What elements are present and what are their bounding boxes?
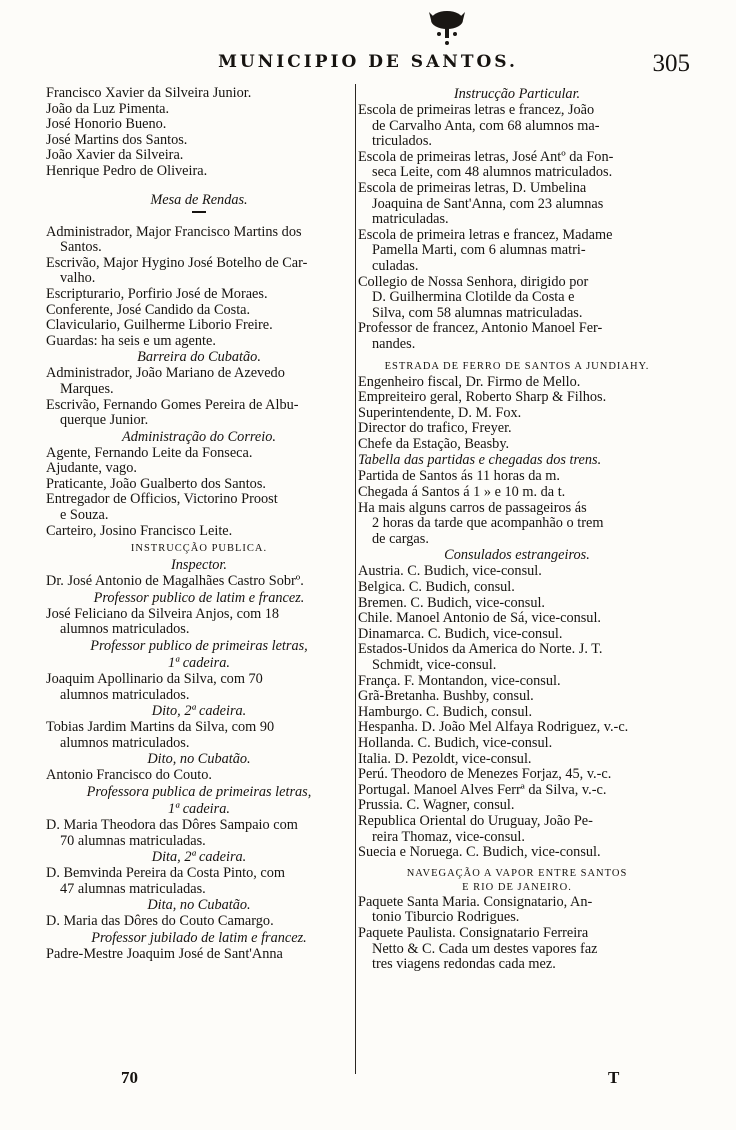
entry-line: Escola de primeiras letras, José Antº da Fon-	[358, 148, 614, 165]
entry-line: Carteiro, Josino Francisco Leite.	[46, 522, 233, 539]
footer-signature-right: T	[608, 1068, 620, 1087]
entry-line: culadas.	[372, 257, 419, 274]
entry-line: Netto & C. Cada um destes vapores faz	[372, 940, 598, 957]
entry-line: Partida de Santos ás 11 horas da m.	[358, 468, 560, 485]
entry-line: Escola de primeiras letras e francez, João	[358, 102, 595, 118]
entry-line: triculados.	[372, 133, 432, 150]
entry-line: Santos.	[60, 239, 102, 256]
entry-line: alumnos matriculados.	[60, 734, 190, 751]
section-heading: Professor jubilado de latim e francez.	[91, 929, 307, 946]
entry-line: 2 horas da tarde que acompanhão o trem	[372, 515, 604, 532]
entry-line: Chegada á Santos á 1 » e 10 m. da t.	[358, 484, 566, 501]
entry-line: Paquete Paulista. Consignatario Ferreira	[358, 924, 589, 941]
section-heading: NAVEGAÇÃO A VAPOR ENTRE SANTOS	[406, 867, 628, 879]
entry-line: tonio Tiburcio Rodrigues.	[372, 909, 520, 926]
entry-line: Praticante, João Gualberto dos Santos.	[46, 475, 266, 492]
entry-line: 47 alumnas matriculadas.	[60, 880, 206, 897]
entry-line: Austria. C. Budich, vice-consul.	[358, 563, 542, 580]
entry-line: Hespanha. D. João Mel Alfaya Rodriguez, v.-c.	[358, 719, 629, 736]
section-heading: Dita, no Cubatão.	[147, 897, 251, 914]
entry-line: Republica Oriental do Uruguay, João Pe-	[358, 812, 593, 829]
section-heading: Dito, 2ª cadeira.	[151, 703, 247, 720]
entry-line: Administrador, João Mariano de Azevedo	[46, 365, 285, 382]
section-heading: Instrucção Particular.	[453, 86, 581, 102]
entry-line: e Souza.	[60, 507, 109, 524]
entry-line: Henrique Pedro de Oliveira.	[46, 162, 208, 179]
section-subheading: 1ª cadeira.	[168, 655, 230, 672]
entry-line: Chile. Manoel Antonio de Sá, vice-consul.	[358, 610, 602, 627]
entry-line: Italia. D. Pezoldt, vice-consul.	[358, 750, 532, 767]
entry-line: Agente, Fernando Leite da Fonseca.	[46, 444, 253, 461]
entry-line: D. Bemvinda Pereira da Costa Pinto, com	[46, 865, 286, 882]
entry-line: Belgica. C. Budich, consul.	[358, 579, 515, 596]
entry-line: D. Maria das Dôres do Couto Camargo.	[46, 913, 274, 930]
entry-line: João da Luz Pimenta.	[46, 100, 170, 117]
section-heading: Dita, 2ª cadeira.	[151, 849, 247, 866]
section-subheading: 1ª cadeira.	[168, 801, 230, 817]
entry-line: reira Thomaz, vice-consul.	[372, 828, 525, 845]
entry-line: Hamburgo. C. Budich, consul.	[358, 703, 533, 720]
entry-line: Conferente, José Candido da Costa.	[46, 301, 251, 318]
entry-line: nandes.	[372, 335, 416, 352]
right-column	[358, 86, 676, 973]
entry-line: Tobias Jardim Martins da Silva, com 90	[46, 719, 275, 736]
section-heading: Professor publico de latim e francez.	[93, 589, 305, 606]
section-heading: Consulados estrangeiros.	[444, 547, 590, 564]
entry-line: Portugal. Manoel Alves Ferrª da Silva, v.-c.	[358, 781, 607, 798]
entry-line: Superintendente, D. M. Fox.	[358, 404, 522, 421]
left-column	[46, 86, 352, 963]
entry-line: de Carvalho Anta, com 68 alumnos ma-	[372, 117, 600, 134]
entry-line: matriculadas.	[372, 211, 449, 228]
entry-line: alumnos matriculados.	[60, 621, 190, 638]
section-heading: Dito, no Cubatão.	[147, 751, 251, 768]
heading-rule	[192, 211, 206, 213]
entry-line: Joaquim Apollinario da Silva, com 70	[46, 671, 263, 688]
entry-line: Silva, com 58 alumnas matriculadas.	[372, 304, 583, 321]
section-heading: ESTRADA DE FERRO DE SANTOS A JUNDIAHY.	[384, 360, 650, 372]
entry-line: José Martins dos Santos.	[46, 131, 188, 148]
section-heading: Professora publica de primeiras letras,	[86, 784, 312, 800]
entry-line: Claviculario, Guilherme Liborio Freire.	[46, 317, 273, 334]
entry-line: Dinamarca. C. Budich, vice-consul.	[358, 625, 563, 642]
entry-line: Estados-Unidos da America do Norte. J. T.	[358, 641, 603, 658]
entry-line	[46, 225, 352, 241]
entry-line: valho.	[60, 270, 96, 287]
entry-line: D. Maria Theodora das Dôres Sampaio com	[46, 817, 298, 833]
entry-line: José Honorio Bueno.	[46, 116, 167, 133]
entry-line: Prussia. C. Wagner, consul.	[358, 797, 515, 814]
entry-line: Chefe da Estação, Beasby.	[358, 435, 510, 452]
entry-line: Director do trafico, Freyer.	[358, 420, 512, 437]
entry-line: Pamella Marti, com 6 alumnas matri-	[372, 242, 586, 259]
entry-line: Professor de francez, Antonio Manoel Fer-	[358, 320, 603, 337]
section-heading: INSTRUCÇÃO PUBLICA.	[130, 543, 268, 555]
entry-line: Escrivão, Major Hygino José Botelho de Car-	[46, 254, 308, 271]
entry-line: Empreiteiro geral, Roberto Sharp & Filhos.	[358, 389, 607, 406]
entry-line: 70 alumnas matriculadas.	[60, 832, 206, 849]
entry-line: Antonio Francisco do Couto.	[46, 767, 212, 784]
entry-line: Escrivão, Fernando Gomes Pereira de Albu-	[46, 396, 299, 413]
entry-line: França. F. Montandon, vice-consul.	[358, 672, 561, 689]
entry-line: Ha mais alguns carros de passageiros ás	[358, 499, 587, 516]
entry-line: de cargas.	[372, 530, 429, 547]
section-heading: Mesa de Rendas.	[150, 191, 248, 208]
entry-line: Grã-Bretanha. Bushby, consul.	[358, 688, 534, 705]
entry-line: Suecia e Noruega. C. Budich, vice-consul.	[358, 844, 601, 861]
entry-line: Guardas: ha seis e um agente.	[46, 332, 216, 349]
entry-line: Escripturario, Porfirio José de Moraes.	[46, 285, 268, 302]
entry-line: Padre-Mestre Joaquim José de Sant'Anna	[46, 945, 283, 962]
entry-line: Entregador de Officios, Victorino Proost	[46, 491, 278, 508]
entry-line: Engenheiro fiscal, Dr. Firmo de Mello.	[358, 373, 581, 390]
entry-line: Collegio de Nossa Senhora, dirigido por	[358, 273, 589, 290]
section-heading: Inspector.	[171, 557, 227, 574]
entry-line: querque Junior.	[60, 412, 149, 429]
entry-text: Administrador, Major Francisco Martins dos	[46, 223, 302, 240]
entry-line: Escola de primeira letras e francez, Madame	[358, 226, 613, 243]
entry-line: seca Leite, com 48 alumnos matriculados.	[372, 164, 613, 181]
column-divider	[355, 84, 356, 1074]
section-heading: Barreira do Cubatão.	[137, 349, 261, 366]
entry-line: tres viagens redondas cada mez.	[372, 956, 556, 973]
entry-line: Escola de primeiras letras, D. Umbelina	[358, 179, 587, 196]
entry-line: D. Guilhermina Clotilde da Costa e	[372, 289, 575, 306]
entry-line: Hollanda. C. Budich, vice-consul.	[358, 734, 553, 751]
page-title: MUNICIPIO DE SANTOS.	[218, 52, 518, 72]
page-number: 305	[652, 50, 690, 77]
entry-line: Francisco Xavier da Silveira Junior.	[46, 85, 252, 101]
entry-line: alumnos matriculados.	[60, 686, 190, 703]
section-heading: E RIO DE JANEIRO.	[462, 881, 572, 893]
section-heading: Tabella das partidas e chegadas dos trens.	[358, 452, 602, 469]
entry-line: Perú. Theodoro de Menezes Forjaz, 45, v.-c.	[358, 766, 612, 783]
entry-line: Paquete Santa Maria. Consignatario, An-	[358, 893, 593, 910]
entry-line: João Xavier da Silveira.	[46, 147, 184, 164]
footer-signature-left: 70	[121, 1068, 138, 1087]
entry-line: José Feliciano da Silveira Anjos, com 18	[46, 605, 280, 622]
entry-line: Schmidt, vice-consul.	[372, 657, 497, 673]
section-heading: Administração do Correio.	[122, 428, 276, 445]
entry-line: Marques.	[60, 380, 114, 397]
entry-line: Dr. José Antonio de Magalhães Castro Sobrº.	[46, 573, 304, 590]
entry-line: Joaquina de Sant'Anna, com 23 alumnas	[372, 195, 604, 212]
page-header	[0, 50, 736, 80]
entry-line: Ajudante, vago.	[46, 460, 137, 477]
ornament-icon	[421, 6, 473, 48]
section-heading: Professor publico de primeiras letras,	[90, 638, 308, 655]
entry-line: Bremen. C. Budich, vice-consul.	[358, 594, 546, 611]
